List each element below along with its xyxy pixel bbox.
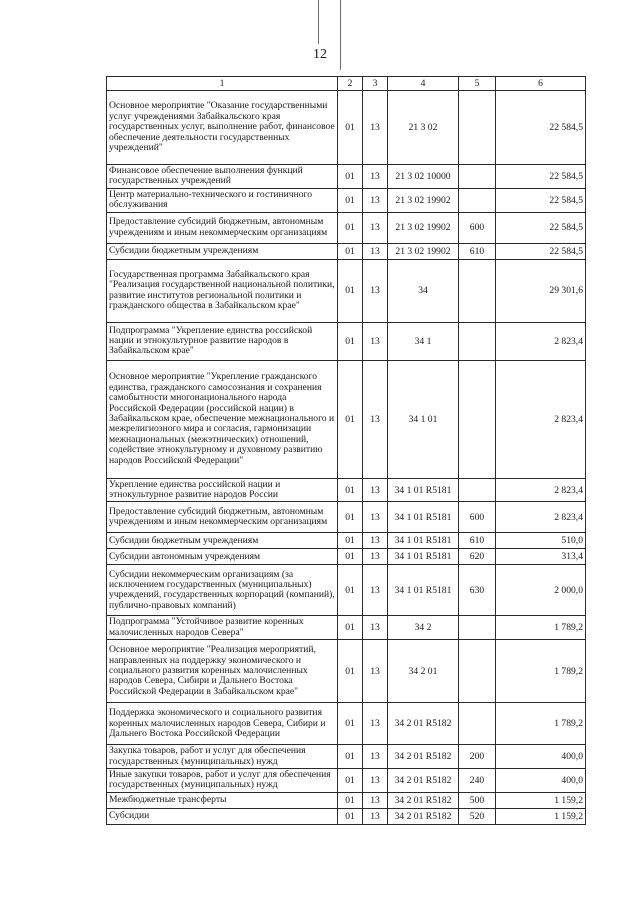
- row-target-article: 34 2 01 R5182: [388, 808, 459, 824]
- row-amount: 400,0: [496, 769, 586, 793]
- row-name: Субсидии некоммерческим организациям (за исключением государственных (муниципальных) учреждений, государственных корпораций (компаний), публично-правовых компаний): [107, 565, 338, 616]
- table-row: [107, 792, 586, 808]
- row-subsection: 13: [363, 745, 388, 769]
- row-target-article: 34 2: [388, 616, 459, 640]
- row-target-article: 34 1 01 R5181: [388, 565, 459, 616]
- row-target-article: 34 2 01 R5182: [388, 792, 459, 808]
- row-subsection: 13: [363, 478, 388, 502]
- row-target-article: 21 3 02 19902: [388, 243, 459, 259]
- row-expense-type: 610: [459, 533, 496, 549]
- row-target-article: 21 3 02 10000: [388, 165, 459, 189]
- row-target-article: 34: [388, 259, 459, 322]
- row-subsection: 13: [363, 640, 388, 703]
- row-section: 01: [338, 769, 363, 793]
- row-section: 01: [338, 165, 363, 189]
- row-subsection: 13: [363, 259, 388, 322]
- row-section: 01: [338, 322, 363, 360]
- row-section: 01: [338, 533, 363, 549]
- row-expense-type: 610: [459, 243, 496, 259]
- table-row: [107, 322, 586, 360]
- row-section: 01: [338, 565, 363, 616]
- row-name: Иные закупки товаров, работ и услуг для обеспечения государственных (муниципальных) нужд: [107, 769, 338, 793]
- row-amount: 510,0: [496, 533, 586, 549]
- row-name: Центр материально-технического и гостиничного обслуживания: [107, 188, 338, 212]
- table-row: [107, 259, 586, 322]
- budget-table: [106, 76, 586, 825]
- row-section: 01: [338, 243, 363, 259]
- row-section: 01: [338, 259, 363, 322]
- row-subsection: 13: [363, 769, 388, 793]
- table-row: [107, 165, 586, 189]
- scan-artifact-line: [318, 0, 319, 44]
- table-header-row: [107, 77, 586, 91]
- row-amount: 1 159,2: [496, 792, 586, 808]
- table-row: [107, 769, 586, 793]
- row-subsection: 13: [363, 165, 388, 189]
- row-target-article: 34 1 01: [388, 360, 459, 478]
- col-header-subsection: 3: [363, 77, 388, 91]
- row-section: 01: [338, 549, 363, 565]
- row-section: 01: [338, 502, 363, 533]
- row-section: 01: [338, 792, 363, 808]
- row-name: Подпрограмма "Устойчивое развитие коренных малочисленных народов Севера": [107, 616, 338, 640]
- row-section: 01: [338, 703, 363, 745]
- row-amount: 2 000,0: [496, 565, 586, 616]
- row-subsection: 13: [363, 565, 388, 616]
- row-section: 01: [338, 745, 363, 769]
- table-row: [107, 745, 586, 769]
- table-row: [107, 703, 586, 745]
- row-subsection: 13: [363, 502, 388, 533]
- row-target-article: 34 1: [388, 322, 459, 360]
- row-section: 01: [338, 212, 363, 243]
- row-subsection: 13: [363, 91, 388, 165]
- row-amount: 2 823,4: [496, 360, 586, 478]
- row-subsection: 13: [363, 243, 388, 259]
- row-subsection: 13: [363, 792, 388, 808]
- col-header-target-article: 4: [388, 77, 459, 91]
- row-amount: 22 584,5: [496, 165, 586, 189]
- row-expense-type: 620: [459, 549, 496, 565]
- row-subsection: 13: [363, 616, 388, 640]
- row-target-article: 34 1 01 R5181: [388, 533, 459, 549]
- row-subsection: 13: [363, 549, 388, 565]
- table-row: [107, 188, 586, 212]
- row-expense-type: [459, 478, 496, 502]
- row-expense-type: 600: [459, 212, 496, 243]
- col-header-expense-type: 5: [459, 77, 496, 91]
- table-row: [107, 243, 586, 259]
- row-expense-type: [459, 703, 496, 745]
- row-name: Основное мероприятие "Укрепление гражданского единства, гражданского самосознания и сохранения самобытности многонационального народа Российской Федерации (российской нации) в Забайкальском крае, обеспечение межнационального и межрелигиозного мира и согласия, гармонизации межнациональных (межэтнических) отношений, содействие этнокультурному и духовному развитию народов Российской Федерации": [107, 360, 338, 478]
- row-expense-type: [459, 360, 496, 478]
- row-amount: 1 789,2: [496, 703, 586, 745]
- row-name: Финансовое обеспечение выполнения функций государственных учреждений: [107, 165, 338, 189]
- row-subsection: 13: [363, 808, 388, 824]
- row-amount: 1 789,2: [496, 640, 586, 703]
- row-name: Субсидии бюджетным учреждениям: [107, 533, 338, 549]
- row-section: 01: [338, 91, 363, 165]
- col-header-section: 2: [338, 77, 363, 91]
- row-name: Поддержка экономического и социального развития коренных малочисленных народов Севера, Сибири и Дальнего Востока Российской Федерации: [107, 703, 338, 745]
- table-row: [107, 502, 586, 533]
- row-name: Субсидии: [107, 808, 338, 824]
- row-section: 01: [338, 640, 363, 703]
- row-amount: 2 823,4: [496, 502, 586, 533]
- row-target-article: 34 2 01 R5182: [388, 769, 459, 793]
- row-section: 01: [338, 188, 363, 212]
- row-name: Основное мероприятие "Оказание государственными услуг учреждениями Забайкальского края государственных услуг, выполнение работ, финансовое обеспечение деятельности государственных учреждений": [107, 91, 338, 165]
- row-amount: 22 584,5: [496, 212, 586, 243]
- table-row: [107, 360, 586, 478]
- row-expense-type: [459, 91, 496, 165]
- row-target-article: 34 1 01 R5181: [388, 502, 459, 533]
- row-target-article: 21 3 02: [388, 91, 459, 165]
- row-expense-type: [459, 616, 496, 640]
- row-amount: 313,4: [496, 549, 586, 565]
- row-amount: 2 823,4: [496, 322, 586, 360]
- row-expense-type: 630: [459, 565, 496, 616]
- row-section: 01: [338, 360, 363, 478]
- row-name: Предоставление субсидий бюджетным, автономным учреждениям и иным некоммерческим организациям: [107, 212, 338, 243]
- row-name: Предоставление субсидий бюджетным, автономным учреждениям и иным некоммерческим организациям: [107, 502, 338, 533]
- row-expense-type: 200: [459, 745, 496, 769]
- table-row: [107, 212, 586, 243]
- row-name: Государственная программа Забайкальского края "Реализация государственной национальной политики, развитие институтов региональной политики и гражданского общества в Забайкальском крае": [107, 259, 338, 322]
- table-row: [107, 533, 586, 549]
- row-name: Подпрограмма "Укрепление единства российской нации и этнокультурное развитие народов в Забайкальском крае": [107, 322, 338, 360]
- row-amount: 22 584,5: [496, 91, 586, 165]
- row-target-article: 21 3 02 19902: [388, 188, 459, 212]
- row-name: Субсидии автономным учреждениям: [107, 549, 338, 565]
- row-target-article: 34 2 01 R5182: [388, 703, 459, 745]
- row-target-article: 34 1 01 R5181: [388, 478, 459, 502]
- page-number: 12: [313, 47, 327, 62]
- row-expense-type: [459, 165, 496, 189]
- row-amount: 1 159,2: [496, 808, 586, 824]
- row-target-article: 34 1 01 R5181: [388, 549, 459, 565]
- row-subsection: 13: [363, 703, 388, 745]
- table-row: [107, 640, 586, 703]
- row-name: Закупка товаров, работ и услуг для обеспечения государственных (муниципальных) нужд: [107, 745, 338, 769]
- row-subsection: 13: [363, 188, 388, 212]
- row-subsection: 13: [363, 360, 388, 478]
- row-amount: 22 584,5: [496, 243, 586, 259]
- row-name: Межбюджетные трансферты: [107, 792, 338, 808]
- table-row: [107, 565, 586, 616]
- row-amount: 2 823,4: [496, 478, 586, 502]
- row-subsection: 13: [363, 212, 388, 243]
- row-subsection: 13: [363, 533, 388, 549]
- row-expense-type: [459, 322, 496, 360]
- col-header-name: 1: [107, 77, 338, 91]
- row-amount: 29 301,6: [496, 259, 586, 322]
- row-section: 01: [338, 616, 363, 640]
- row-name: Основное мероприятие "Реализация мероприятий, направленных на поддержку экономического и социального развития коренных малочисленных народов Севера, Сибири и Дальнего Востока Российской Федерации в Забайкальском крае": [107, 640, 338, 703]
- row-amount: 22 584,5: [496, 188, 586, 212]
- row-target-article: 34 2 01 R5182: [388, 745, 459, 769]
- table-row: [107, 616, 586, 640]
- table-row: [107, 91, 586, 165]
- table-row: [107, 549, 586, 565]
- row-name: Укрепление единства российской нации и этнокультурное развитие народов России: [107, 478, 338, 502]
- row-expense-type: 500: [459, 792, 496, 808]
- row-expense-type: [459, 640, 496, 703]
- row-expense-type: [459, 188, 496, 212]
- row-target-article: 21 3 02 19902: [388, 212, 459, 243]
- row-expense-type: 520: [459, 808, 496, 824]
- table-row: [107, 478, 586, 502]
- row-subsection: 13: [363, 322, 388, 360]
- row-name: Субсидии бюджетным учреждениям: [107, 243, 338, 259]
- col-header-amount: 6: [496, 77, 586, 91]
- row-section: 01: [338, 478, 363, 502]
- row-section: 01: [338, 808, 363, 824]
- row-expense-type: 600: [459, 502, 496, 533]
- row-target-article: 34 2 01: [388, 640, 459, 703]
- row-amount: 400,0: [496, 745, 586, 769]
- row-expense-type: [459, 259, 496, 322]
- row-amount: 1 789,2: [496, 616, 586, 640]
- row-expense-type: 240: [459, 769, 496, 793]
- table-row: [107, 808, 586, 824]
